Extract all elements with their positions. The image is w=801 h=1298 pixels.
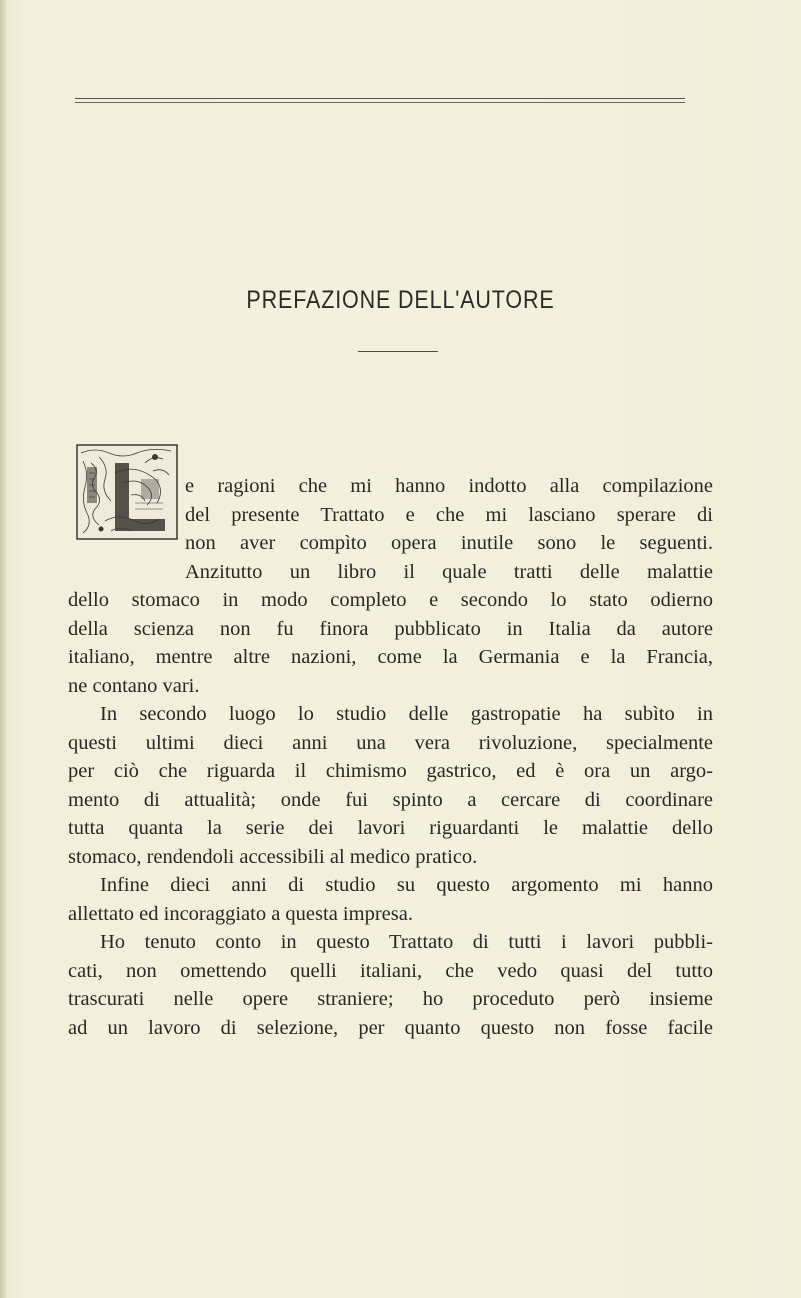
- title-underline: [358, 351, 438, 352]
- text-line: Infine dieci anni di studio su questo argomento mi hanno: [100, 874, 713, 896]
- text-line: trascurati nelle opere straniere; ho proceduto però insieme: [68, 988, 713, 1010]
- page-title: PREFAZIONE DELL'AUTORE: [246, 286, 555, 314]
- text-line: del presente Trattato e che mi lasciano sperare di: [185, 503, 713, 526]
- top-rule-thin: [75, 102, 685, 103]
- text-line: della scienza non fu finora pubblicato in Italia da autore: [68, 617, 713, 640]
- text-line: cati, non omettendo quelli italiani, che vedo quasi del tutto: [68, 959, 713, 982]
- paragraph-2: [68, 700, 713, 871]
- text-line: stomaco, rendendoli accessibili al medico pratico.: [68, 845, 478, 868]
- page-binding-edge: [0, 0, 6, 1298]
- text-line: italiano, mentre altre nazioni, come la Germania e la Francia,: [68, 646, 713, 668]
- text-line: Ho tenuto conto in questo Trattato di tutti i lavori pubbli-: [100, 931, 713, 953]
- text-line: per ciò che riguarda il chimismo gastrico, ed è ora un argo-: [68, 760, 713, 782]
- text-line: dello stomaco in modo completo e secondo lo stato odierno: [68, 589, 713, 611]
- text-line: In secondo luogo lo studio delle gastropatie ha subìto in: [100, 703, 713, 725]
- text-line: tutta quanta la serie dei lavori riguardanti le malattie dello: [68, 817, 713, 839]
- paragraph-1-full: [68, 586, 713, 700]
- text-line: mento di attualità; onde fui spinto a cercare di coordinare: [68, 788, 713, 811]
- ornate-initial-L-icon: [75, 443, 179, 541]
- text-line: ad un lavoro di selezione, per quanto questo non fosse facile: [68, 1016, 713, 1039]
- paragraph-1-inset: [185, 472, 713, 586]
- text-line: non aver compìto opera inutile sono le seguenti.: [185, 532, 713, 554]
- text-line: questi ultimi dieci anni una vera rivoluzione, specialmente: [68, 731, 713, 754]
- top-rule: [75, 98, 685, 99]
- text-line: allettato ed incoraggiato a questa impresa.: [68, 902, 413, 925]
- text-line: ne contano vari.: [68, 674, 200, 697]
- text-line: e ragioni che mi hanno indotto alla compilazione: [185, 475, 713, 497]
- text-line: Anzitutto un libro il quale tratti delle malattie: [185, 560, 713, 583]
- paragraph-3: [68, 871, 713, 928]
- paragraph-4: [68, 928, 713, 1042]
